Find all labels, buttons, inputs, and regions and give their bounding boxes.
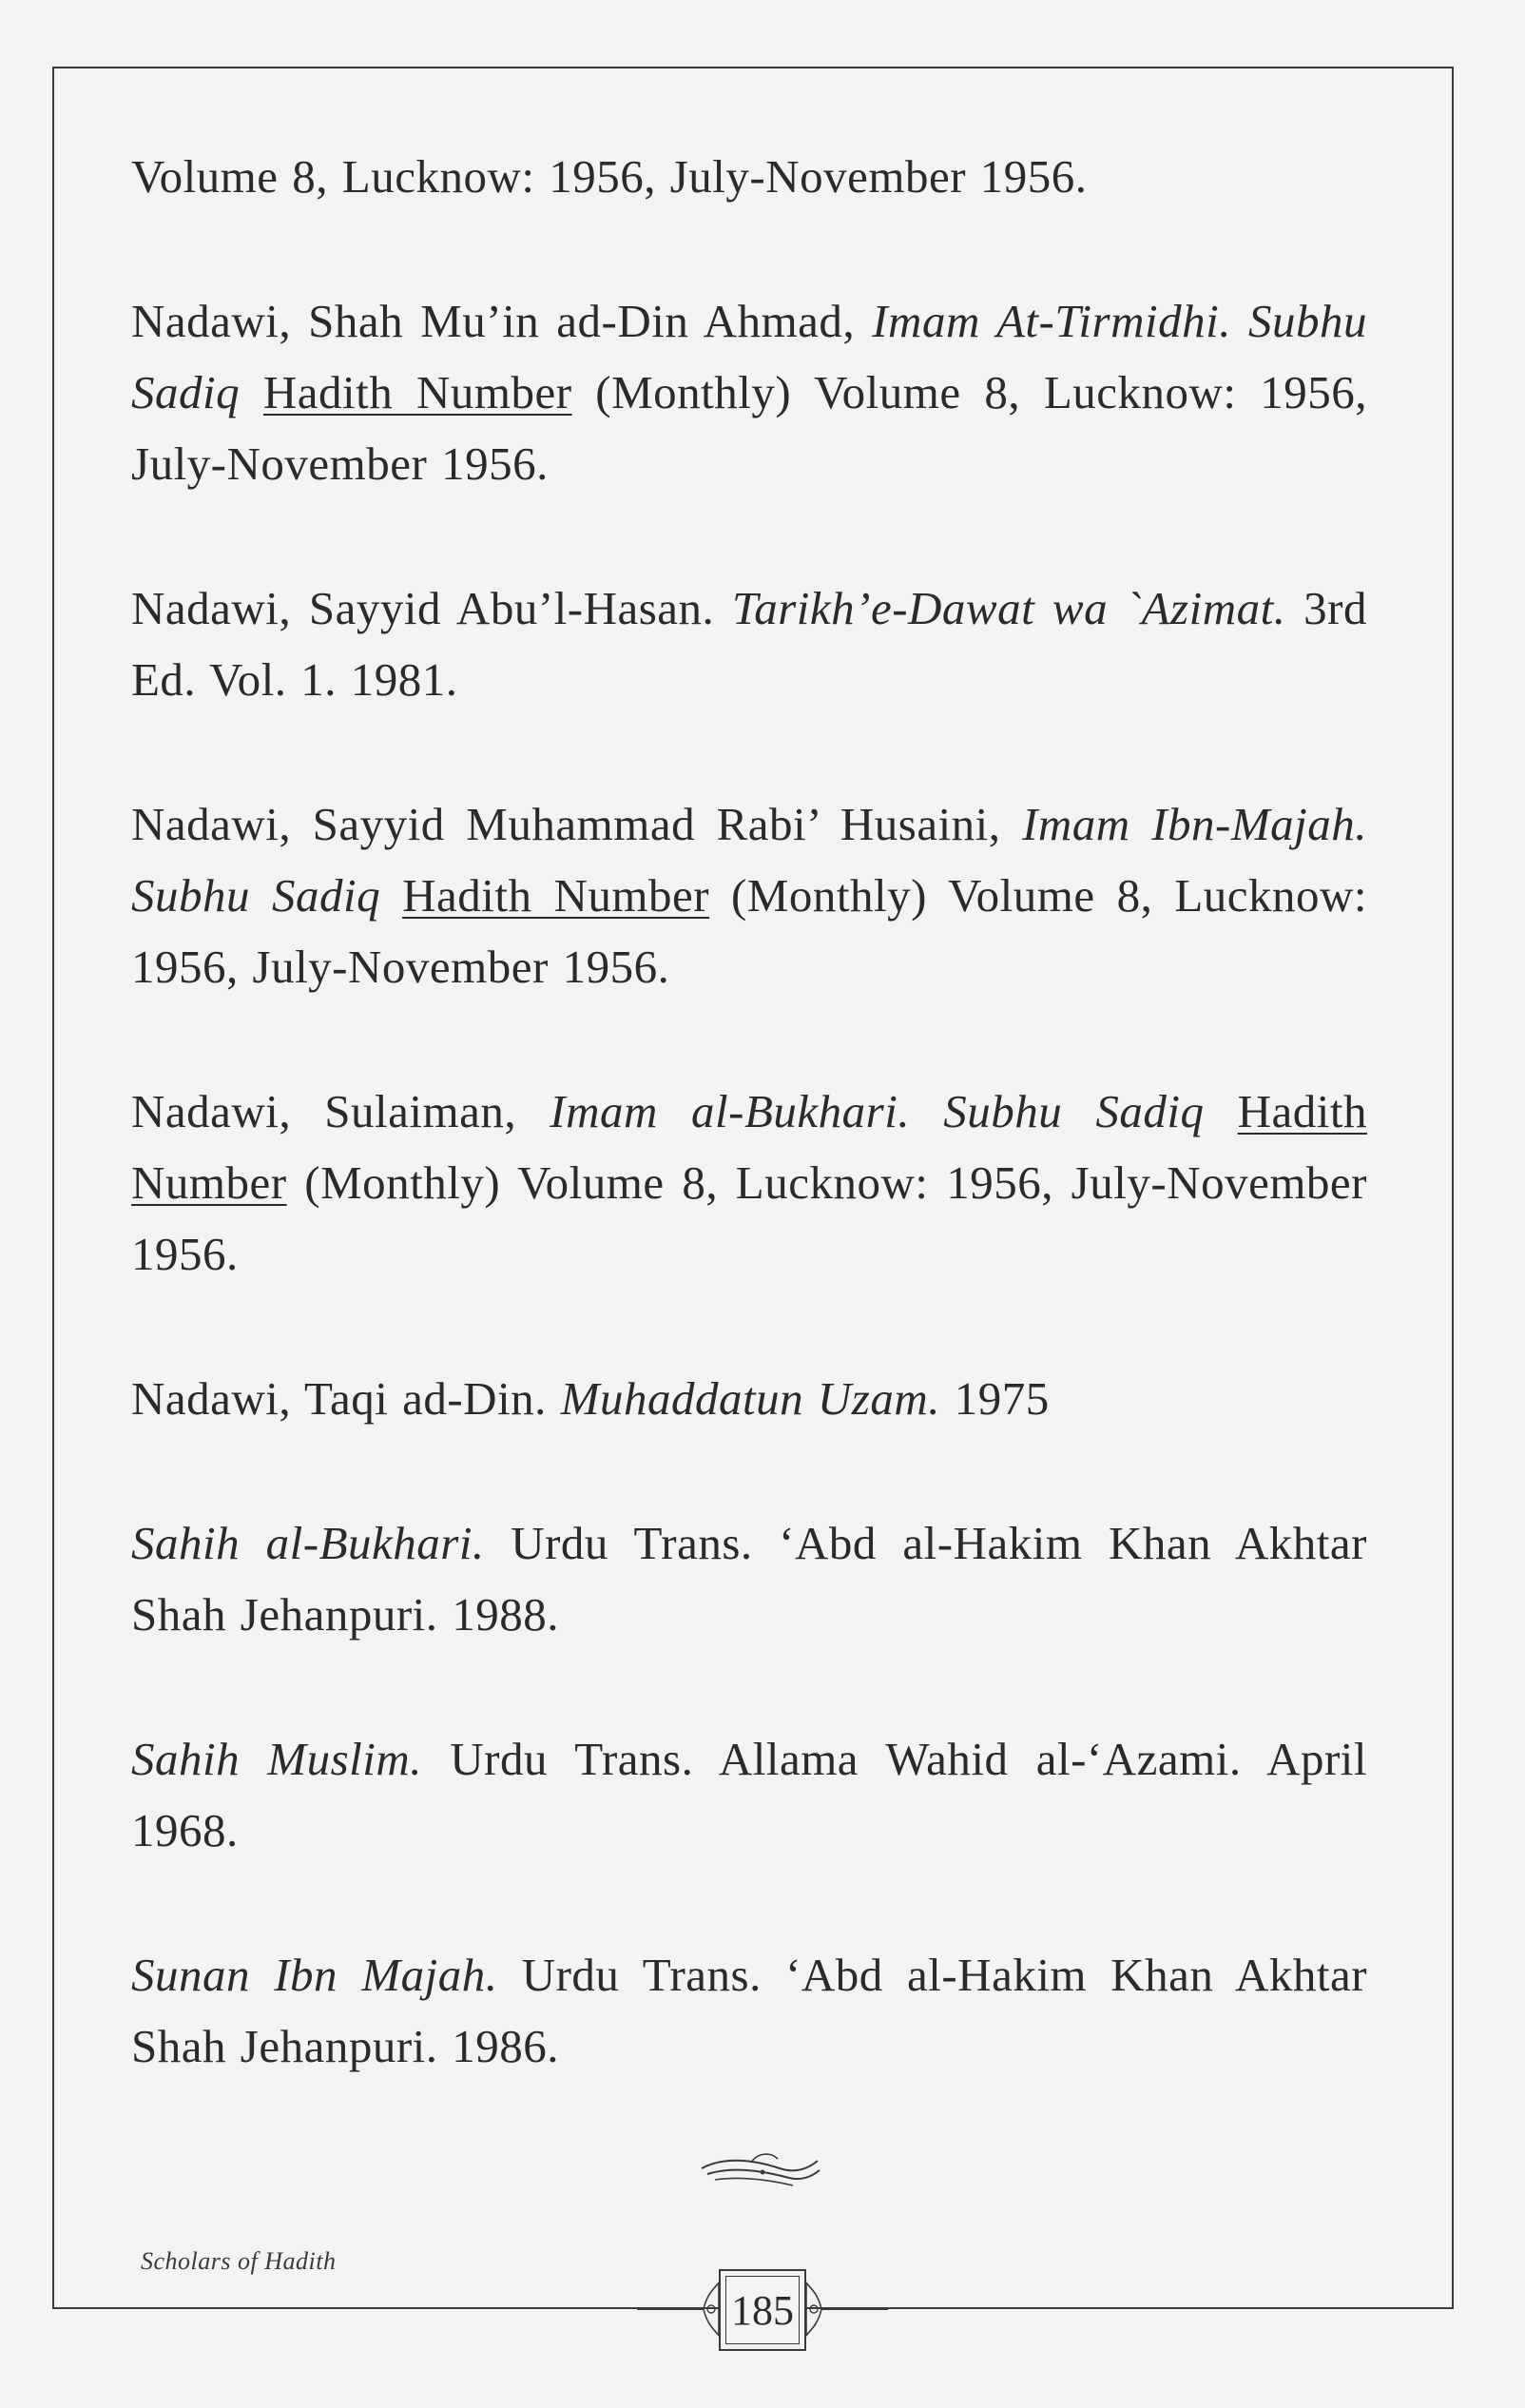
entry-text: (Monthly) Volume 8, Lucknow: 1956, July-November 1956.: [131, 869, 1367, 993]
bibliography-entry: [131, 788, 1367, 1002]
entry-text: Nadawi, Sayyid Abu’l-Hasan.: [131, 582, 732, 634]
bibliography-entry: [131, 1363, 1367, 1434]
flourish-ornament-icon: [694, 2147, 827, 2195]
entry-italic-text: Sahih al-Bukhari.: [131, 1517, 485, 1569]
entry-italic-text: Sunan Ibn Majah.: [131, 1949, 498, 2001]
bibliography-list: [131, 141, 1367, 2155]
entry-text: (Monthly) Volume 8, Lucknow: 1956, July-November 1956.: [131, 366, 1368, 490]
entry-italic-text: Imam Ibn-Majah. Subhu Sadiq: [131, 798, 1368, 922]
bibliography-entry: [131, 1939, 1367, 2082]
entry-underlined-text: Hadith Number: [131, 1085, 1368, 1209]
entry-text: (Monthly) Volume 8, Lucknow: 1956, July-November 1956.: [131, 1156, 1367, 1280]
entry-text: Nadawi, Taqi ad-Din.: [131, 1372, 561, 1425]
entry-text: Nadawi, Sulaiman,: [131, 1085, 550, 1137]
running-footer-title: Scholars of Hadith: [141, 2247, 337, 2275]
bibliography-entry: [131, 1723, 1367, 1866]
entry-italic-text: Tarikh’e-Dawat wa `Azimat.: [731, 582, 1286, 634]
page-number-box: [719, 2269, 806, 2351]
entry-text: [240, 366, 263, 418]
entry-text: [1204, 1085, 1237, 1137]
entry-text: Urdu Trans. ‘Abd al-Hakim Khan Akhtar Shah Jehanpuri. 1986.: [131, 1949, 1368, 2072]
entry-text: Nadawi, Shah Mu’in ad-Din Ahmad,: [131, 295, 873, 347]
entry-italic-text: Imam al-Bukhari. Subhu Sadiq: [550, 1085, 1205, 1137]
entry-underlined-text: Hadith Number: [402, 869, 710, 922]
entry-italic-text: Imam At-Tirmidhi. Subhu Sadiq: [131, 295, 1367, 418]
entry-italic-text: Sahih Muslim.: [131, 1733, 423, 1785]
entry-text: 1975: [939, 1372, 1050, 1425]
entry-italic-text: Muhaddatun Uzam.: [560, 1372, 940, 1425]
entry-text: Urdu Trans. Allama Wahid al-‘Azami. April 1968.: [131, 1733, 1367, 1856]
bibliography-entry: [131, 285, 1367, 499]
entry-text: Volume 8, Lucknow: 1956, July-November 1956.: [131, 150, 1088, 203]
entry-text: Nadawi, Sayyid Muhammad Rabi’ Husaini,: [131, 798, 1023, 850]
entry-text: [380, 869, 402, 922]
page-number: 185: [731, 2286, 794, 2334]
entry-text: 3rd Ed. Vol. 1. 1981.: [131, 582, 1367, 706]
bibliography-entry: [131, 1507, 1367, 1650]
bibliography-entry: [131, 1076, 1367, 1290]
bibliography-entry: [131, 573, 1367, 715]
entry-text: Urdu Trans. ‘Abd al-Hakim Khan Akhtar Shah Jehanpuri. 1988.: [131, 1517, 1367, 1641]
entry-underlined-text: Hadith Number: [262, 366, 572, 418]
bibliography-entry: [131, 141, 1367, 212]
